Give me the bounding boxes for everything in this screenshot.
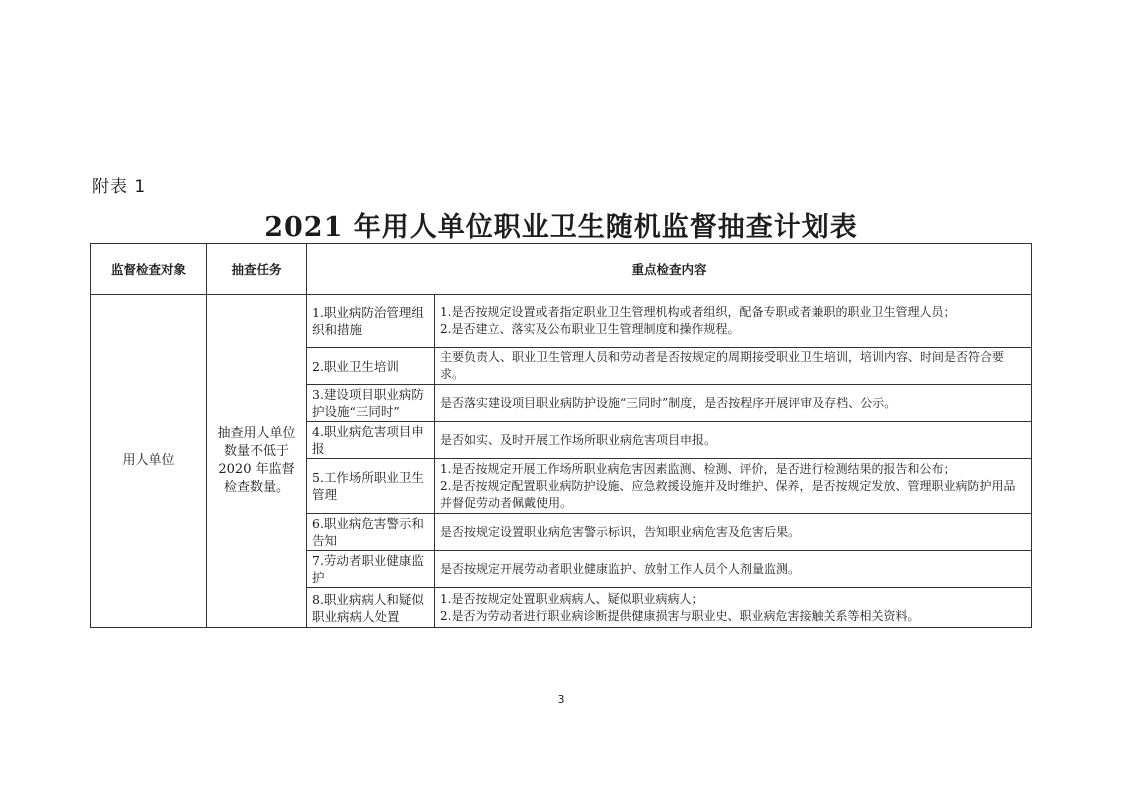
inspection-task-text: 抽查用人单位数量不低于2020 年监督检查数量。 — [217, 426, 296, 495]
inspection-task-cell — [207, 295, 307, 628]
check-item-label: 4.职业病危害项目申报 — [307, 422, 435, 459]
content-line: 2.是否为劳动者进行职业病诊断提供健康损害与职业史、职业病危害接触关系等相关资料。 — [440, 608, 920, 623]
table-row — [91, 295, 1032, 348]
check-item-label: 8.职业病病人和疑似职业病病人处置 — [307, 588, 435, 628]
check-item-content — [435, 422, 1032, 459]
document-title: 2021 年用人单位职业卫生随机监督抽查计划表 — [264, 212, 858, 243]
annex-label: 附表 1 — [92, 177, 147, 197]
content-line: 1.是否按规定处置职业病病人、疑似职业病病人； — [440, 591, 704, 606]
inspection-object-cell: 用人单位 — [91, 295, 207, 628]
check-item-content — [435, 588, 1032, 628]
table-header-row — [91, 244, 1032, 295]
column-header-object: 监督检查对象 — [91, 244, 207, 295]
check-item-label: 3.建设项目职业病防护设施“三同时” — [307, 385, 435, 422]
check-item-content — [435, 551, 1032, 588]
check-item-label: 6.职业病危害警示和告知 — [307, 514, 435, 551]
content-line: 是否按规定开展劳动者职业健康监护、放射工作人员个人剂量监测。 — [440, 561, 801, 576]
content-line: 是否落实建设项目职业病防护设施“三同时”制度，是否按程序开展评审及存档、公示。 — [440, 395, 897, 410]
column-header-task: 抽查任务 — [207, 244, 307, 295]
content-line: 是否按规定设置职业病危害警示标识，告知职业病危害及危害后果。 — [440, 524, 801, 539]
check-item-label: 1.职业病防治管理组织和措施 — [307, 295, 435, 348]
check-item-content — [435, 514, 1032, 551]
inspection-plan-table — [90, 243, 1032, 628]
column-header-content: 重点检查内容 — [307, 244, 1032, 295]
content-line: 2.是否建立、落实及公布职业卫生管理制度和操作规程。 — [440, 322, 740, 336]
check-item-content — [435, 385, 1032, 422]
check-item-label: 7.劳动者职业健康监护 — [307, 551, 435, 588]
content-line: 1.是否按规定开展工作场所职业病危害因素监测、检测、评价，是否进行检测结果的报告和公布； — [440, 461, 956, 476]
content-line: 1.是否按规定设置或者指定职业卫生管理机构或者组织，配备专职或者兼职的职业卫生管理人员； — [440, 305, 956, 319]
check-item-label: 2.职业卫生培训 — [307, 348, 435, 385]
check-item-label: 5.工作场所职业卫生管理 — [307, 459, 435, 514]
check-item-content — [435, 459, 1032, 514]
content-line: 是否如实、及时开展工作场所职业病危害项目申报。 — [440, 432, 717, 447]
content-line: 2.是否按规定配置职业病防护设施、应急救援设施并及时维护、保养，是否按规定发放、管理职业病防护用品并督促劳动者佩戴使用。 — [440, 478, 1016, 510]
check-item-content — [435, 295, 1032, 348]
content-line: 主要负责人、职业卫生管理人员和劳动者是否按规定的周期接受职业卫生培训，培训内容、时间是否符合要求。 — [440, 350, 1005, 381]
page-number: 3 — [557, 693, 565, 706]
check-item-content — [435, 348, 1032, 385]
